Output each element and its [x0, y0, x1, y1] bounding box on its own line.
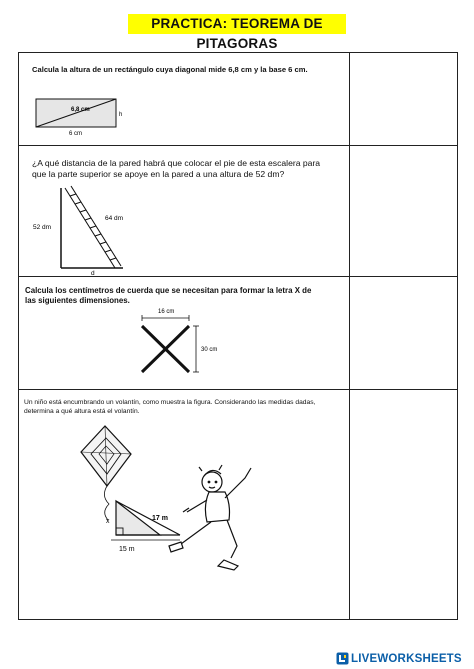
ladder-rungs [70, 194, 116, 260]
answer-cell-2[interactable] [350, 146, 458, 277]
boy-illustration [169, 465, 251, 570]
liveworksheets-logo [336, 652, 462, 665]
problem-1-text: Calcula la altura de un rectángulo cuya diagonal mide 6,8 cm y la base 6 cm. [32, 65, 308, 74]
problem-3-text-line-2: las siguientes dimensiones. [25, 296, 130, 306]
question-cell-3 [19, 277, 350, 389]
base-length-label: 15 m [119, 545, 135, 553]
string-length-label: 17 m [152, 514, 168, 522]
ladder-length-label: 64 dm [105, 215, 124, 223]
answer-cell-3[interactable] [350, 277, 458, 389]
kite-icon [81, 426, 131, 520]
page-title: PRACTICA: TEOREMA DE PITAGORAS [128, 14, 346, 34]
worksheet-table [18, 52, 458, 620]
height-label: 30 cm [201, 347, 218, 354]
problem-row-4 [19, 389, 458, 619]
problem-4-text-line-1: Un niño está encumbrando un volantín, como muestra la figura. Considerando las medidas dadas, [24, 398, 316, 406]
kite-diagram [19, 390, 349, 620]
question-cell-4 [19, 389, 350, 619]
question-cell-1 [19, 53, 350, 146]
problem-4-text-line-2: determina a qué altura está el volantín. [24, 407, 140, 415]
letter-x-diagram [19, 277, 349, 389]
distance-label: d [91, 270, 95, 278]
problem-2-text-line-2: que la parte superior se apoye en la pared a una altura de 52 dm? [32, 169, 285, 180]
problem-row-1 [19, 53, 458, 146]
base-label: 6 cm [69, 131, 83, 137]
rectangle-diagram [19, 53, 349, 146]
answer-cell-4[interactable] [350, 389, 458, 619]
problem-3-text-line-1: Calcula los centímetros de cuerda que se necesitan para formar la letra X de [25, 286, 312, 296]
liveworksheets-icon [336, 652, 349, 665]
problem-row-3 [19, 277, 458, 389]
footer-brand: LIVEWORKSHEETS [351, 652, 462, 665]
ladder-diagram [19, 146, 349, 277]
problem-row-2 [19, 146, 458, 277]
wall-height-label: 52 dm [33, 224, 52, 232]
kite-height-label: x [106, 517, 110, 525]
width-label: 16 cm [158, 309, 175, 316]
diagonal-label: 6,8 cm [71, 107, 90, 113]
answer-cell-1[interactable] [350, 53, 458, 146]
problem-2-text-line-1: ¿A qué distancia de la pared habrá que colocar el pie de esta escalera para [32, 158, 321, 169]
height-label: h [119, 112, 123, 118]
question-cell-2 [19, 146, 350, 277]
